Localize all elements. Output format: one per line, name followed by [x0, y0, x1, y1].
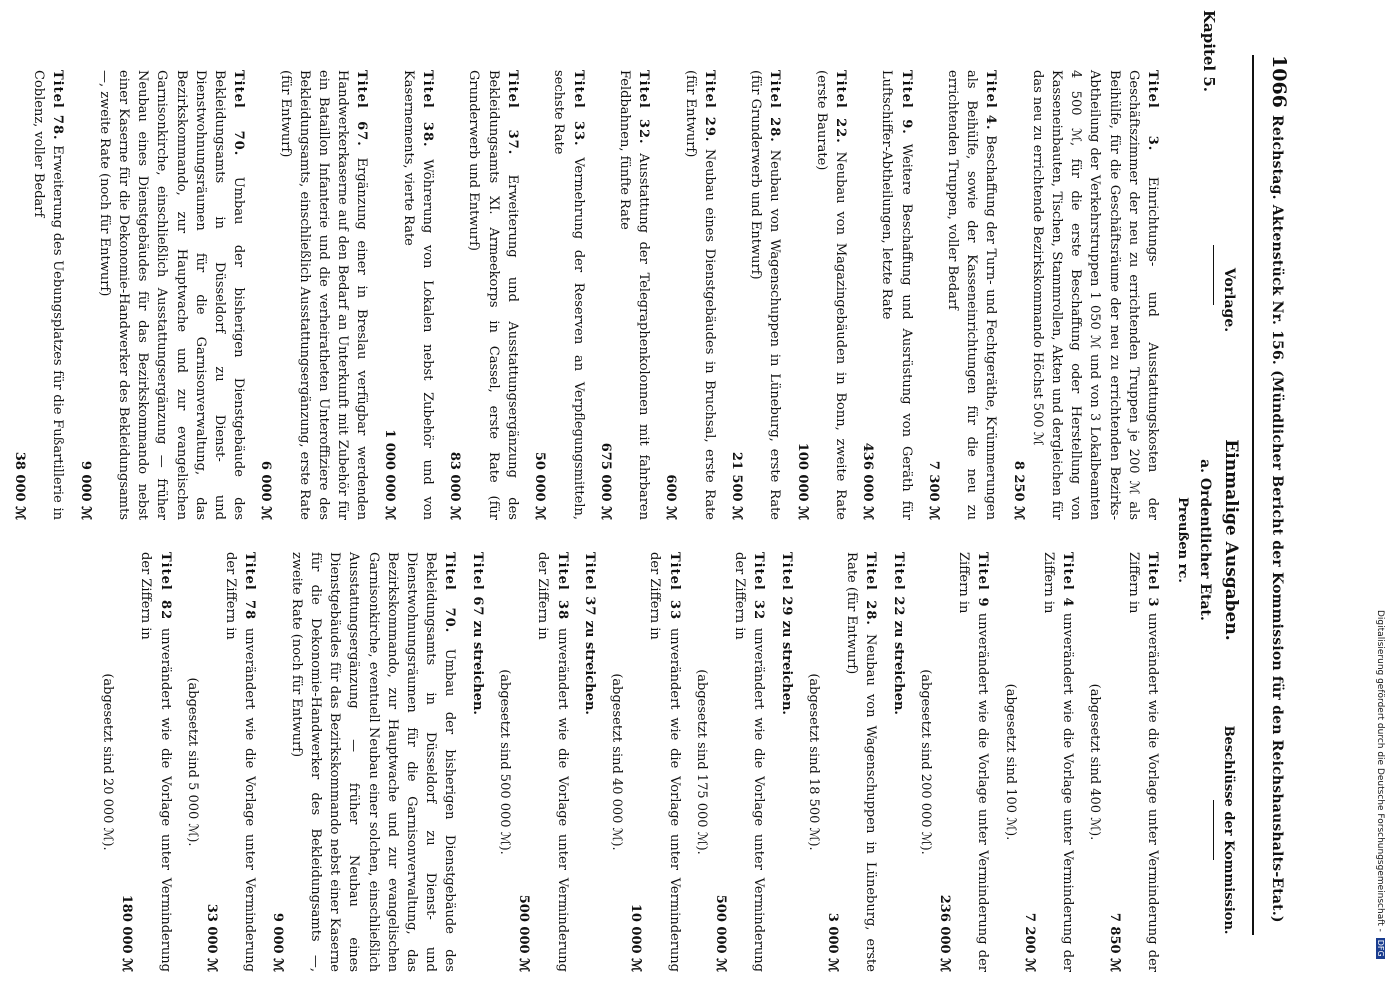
right-item: [804, 552, 881, 972]
right-item-amount: 7 850 ℳ: [1106, 912, 1122, 972]
left-item-text: [29, 70, 67, 520]
right-item: [1000, 552, 1077, 972]
right-item-body: Umbau der bisherigen Dienstgebäude des Bekleidungsamts in Düsseldorf zu Dienst- und Dienstwohnungsräumen für die Garnisonverwaltung, das Bezirkskommando, zur Hauptwache und zur evangelischen Garnisonkirche, eventuell Neubau einer solchen, einschließlich Ausstattungsergänzung — früher Neubau eines Dienstgebäudes für das Bezirkskommando nebst einer Kaserne für die Dekonomie-Handwerker des Bekleidungsamts —, zweite Rate (noch für Entwurf): [288, 552, 458, 972]
right-item-body: unverändert wie die Vorlage unter Verminderung der Ziffern in: [1125, 552, 1160, 972]
right-item-text: [580, 552, 599, 972]
right-item-body: zu streichen.: [469, 620, 485, 715]
right-item-titel: Titel 70.: [442, 552, 458, 634]
right-item-titel: Titel 4: [1060, 552, 1076, 608]
right-item-amount: 7 200 ℳ: [1021, 912, 1037, 972]
right-item: [468, 552, 487, 972]
left-item-titel: Titel 9.: [898, 70, 914, 135]
left-item-titel: Titel 32.: [636, 70, 652, 145]
left-item-body: Weitere Beschaffung und Ausrüstung von Geräth für Luftschiffer-Abtheilungen, letzte Rate: [879, 70, 914, 520]
right-item-note: (abgesetzt sind 20 000 ℳ).: [100, 673, 116, 851]
right-item-titel: Titel 9: [975, 552, 991, 608]
right-item-text: [136, 552, 174, 972]
left-item-body: Wöhrerung von Lokalen nebst Zubehör und von Kasernements, vierte Rate: [400, 70, 436, 520]
left-item-amount: 100 000 ℳ: [794, 442, 810, 520]
dfg-logo: DFG: [1376, 939, 1385, 957]
left-item-text: [399, 70, 437, 520]
right-item-titel: Titel 37: [581, 552, 597, 617]
left-item-text: [746, 70, 784, 520]
right-item: [495, 552, 572, 972]
left-item-titel: Titel 37.: [504, 70, 520, 156]
left-item: [924, 70, 1001, 520]
left-item-body: Neubau eines Dienstgebäudes in Bruchsal, erste Rate (für Entwurf): [682, 70, 717, 520]
left-item-titel: Titel 38.: [420, 70, 436, 148]
right-item-text: [730, 552, 768, 972]
left-item-titel: Titel 29.: [701, 70, 717, 143]
right-item-titel: Titel 67: [469, 552, 485, 617]
page-number: 1066: [1268, 55, 1290, 108]
right-item-titel: Titel 29: [778, 552, 794, 617]
left-item-amount: 38 000 ℳ: [12, 451, 28, 520]
left-item: [445, 70, 522, 520]
right-item-body: zu streichen.: [890, 620, 906, 715]
right-item-titel: Titel 33: [666, 552, 682, 621]
left-item-amount: 8 250 ℳ: [1010, 460, 1026, 520]
right-item-body: zu streichen.: [581, 620, 597, 715]
right-item-text: [776, 552, 795, 972]
left-item-text: [464, 70, 522, 520]
right-item-titel: Titel 3: [1145, 552, 1160, 608]
right-column-heading: Beschlüsse der Kommission.: [1221, 725, 1236, 935]
right-item-amount: 33 000 ℳ: [204, 903, 220, 972]
left-column-heading: Vorlage.: [1221, 267, 1237, 333]
right-item-amount: 180 000 ℳ: [119, 894, 135, 972]
left-heading-rule: [1213, 245, 1214, 305]
left-column-items: [0, 70, 1162, 520]
left-item-text: [275, 70, 371, 520]
page-header-title: Reichstag. Aktenstück Nr. 156. (Mündlicher Bericht der Kommission für den Reichshaushalts-Etat.): [1269, 115, 1285, 923]
left-item-amount: 50 000 ℳ: [532, 451, 548, 520]
left-item: [75, 70, 248, 520]
header-rule: [1252, 55, 1254, 935]
right-item-titel: Titel 22: [890, 552, 906, 617]
right-item-titel: Titel 32: [751, 552, 767, 621]
left-item-text: [943, 70, 1001, 520]
left-item: [596, 70, 654, 520]
right-item: [98, 552, 175, 972]
left-item-titel: Titel 3.: [1145, 70, 1160, 152]
right-item-note: (abgesetzt sind 200 000 ℳ).: [917, 669, 933, 855]
right-item-titel: Titel 78: [242, 552, 258, 621]
left-item: [530, 70, 588, 520]
left-item-body: Erweiterung des Uebungsplatzes für die Fußartillerie in Coblenz, voller Bedarf: [31, 70, 66, 520]
right-item-body: zu streichen.: [778, 620, 794, 715]
left-item-titel: Titel 22.: [832, 70, 848, 144]
right-heading-rule: [1213, 800, 1214, 860]
section-title: Einmalige Ausgaben.: [1221, 439, 1241, 641]
left-item-body: Umbau der bisherigen Dienstgebäude des Bekleidungsamts in Düsseldorf zu Dienst- und Dienstwohnungsräumen für die Garnisonverwaltung, das Bezirkskommando, zur Hauptwache und zur evangelischen Garnisonkirche, einschließlich Ausstattungsergänzung — früher Neubau eines Dienstgebäudes für das Bezirkskommando nebst einer Kaserne für die Dekonomie-Handwerker des Bekleidungsamts —, zweite Rate (noch für Entwurf): [96, 70, 247, 520]
section-subtitle: a. Ordentlicher Etat.: [1197, 459, 1213, 621]
right-item-text: [1039, 552, 1077, 972]
left-item-amount: 6 000 ℳ: [258, 460, 274, 520]
left-item-titel: Titel 78.: [50, 70, 66, 141]
state-heading: Preußen rc.: [1175, 497, 1190, 583]
left-item-text: [549, 70, 587, 520]
right-item-text: [533, 552, 571, 972]
left-item-amount: 675 000 ℳ: [597, 442, 613, 520]
left-item: [792, 70, 850, 520]
right-item-text: [954, 552, 992, 972]
left-item-amount: 9 000 ℳ: [77, 460, 93, 520]
right-item-body: unverändert wie die Vorlage unter Verminderung der Ziffern in: [535, 552, 570, 972]
left-item-titel: Titel 70.: [231, 70, 247, 157]
kapitel-label: Kapitel 5.: [1200, 10, 1218, 92]
left-item-amount: 21 500 ℳ: [728, 451, 744, 520]
right-item-body: Neubau von Wagenschuppen in Lüneburg, erste Rate (für Entwurf): [844, 552, 879, 972]
right-item-body: unverändert wie die Vorlage unter Verminderung der Ziffern in: [956, 552, 991, 972]
left-item: [661, 70, 719, 520]
left-item-titel: Titel 33.: [570, 70, 586, 147]
footer-credit: [1375, 610, 1385, 959]
left-item-text: [0, 70, 2, 520]
left-item-body: Ergänzung einer in Breslau verfügbar werdenden Handwerkerkaserne auf den Bedarf an Unterkunft mit Zubehör für ein Bataillon Infanterie und die verheiratheten Unteroffiziere des Bekleidungsamts, einschließlich Ausstattungsergänzung, erste Rate (für Entwurf): [277, 70, 370, 520]
left-item-text: [95, 70, 249, 520]
right-item-text: [842, 552, 880, 972]
left-item: [727, 70, 785, 520]
left-item-body: Ausstattung der Telegraphenkolonnen mit fahrbaren Feldbahnen, fünfte Rate: [616, 70, 652, 520]
right-item-note: (abgesetzt sind 500 000 ℳ).: [496, 669, 512, 855]
right-item-titel: Titel 28.: [863, 552, 879, 626]
right-item-amount: 236 000 ℳ: [936, 894, 952, 972]
left-item-body: Vermehrung der Reserven an Verpflegungsmitteln, sechste Rate: [551, 70, 586, 520]
right-item: [1085, 552, 1162, 972]
left-item-amount: 1 000 000 ℳ: [381, 429, 397, 520]
right-item-amount: 9 000 ℳ: [269, 912, 285, 972]
right-column-items: [90, 552, 1162, 972]
right-item: [888, 552, 907, 972]
left-item-titel: Titel 28.: [767, 70, 783, 143]
left-item: [379, 70, 437, 520]
right-item-note: (abgesetzt sind 5 000 ℳ).: [184, 677, 200, 847]
right-item-text: [287, 552, 460, 972]
right-item-titel: Titel 82: [157, 552, 173, 621]
left-item-text: [1028, 70, 1162, 520]
right-item-body: unverändert wie die Vorlage unter Verminderung der Ziffern in: [223, 552, 258, 972]
right-item: [916, 552, 993, 972]
right-item-note: (abgesetzt sind 18 500 ℳ).: [805, 673, 821, 851]
left-item: [1008, 70, 1162, 520]
right-item-note: (abgesetzt sind 40 000 ℳ).: [608, 673, 624, 851]
right-item-text: [1124, 552, 1162, 972]
left-item-body: Neubau von Magazingebäuden in Bonn, zweite Rate (erste Baurate): [813, 70, 848, 520]
right-item-text: [888, 552, 907, 972]
right-item-amount: 500 000 ℳ: [516, 894, 532, 972]
left-item-amount: 7 300 ℳ: [925, 460, 941, 520]
right-item-amount: 10 000 ℳ: [628, 903, 644, 972]
right-item-titel: Titel 38: [554, 552, 570, 621]
left-item-body: Einrichtungs- und Ausstattungskosten der Geschäftszimmer der neu zu errichtenden Truppen je 200 ℳ als Beihülfe, für die Geschäftsräume der neu zu errichtenden Bezirks-Abtheilung der Verkehrstruppen 1 050 ℳ und von 3 Lokalbeamten 4 500 ℳ, für die erste Beschaffung oder Herstellung von Kasseneinbauten, Tischen, Stammrollen, Akten und dergleichen für das neu zu errichtende Bezirkskommando Höchst 500 ℳ: [1029, 70, 1160, 520]
right-item: [776, 552, 795, 972]
right-item-text: [645, 552, 683, 972]
left-item: [10, 70, 68, 520]
left-item-amount: 436 000 ℳ: [860, 442, 876, 520]
right-item-body: unverändert wie die Vorlage unter Verminderung der Ziffern in: [732, 552, 767, 972]
left-item-text: [680, 70, 718, 520]
left-item-text: [615, 70, 653, 520]
right-item-body: unverändert wie die Vorlage unter Verminderung der Ziffern in: [647, 552, 682, 972]
left-item-titel: Titel 4.: [983, 70, 999, 131]
right-item-note: (abgesetzt sind 175 000 ℳ).: [693, 669, 709, 855]
right-item: [607, 552, 684, 972]
right-item: [183, 552, 260, 972]
right-item: [580, 552, 599, 972]
left-item-body: Neubau von Wagenschuppen in Lüneburg, erste Rate (für Grunderwerb und Entwurf): [748, 70, 783, 520]
right-item-text: [221, 552, 259, 972]
right-item-amount: 3 000 ℳ: [824, 912, 840, 972]
left-item-body: Erweiterung und Ausstattungsergänzung des Bekleidungsamts XI. Armeekorps in Cassel, erste Rate (für Grunderwerb und Entwurf): [466, 70, 520, 520]
left-item-amount: 83 000 ℳ: [447, 451, 463, 520]
footer-text: Digitalisierung gefördert durch die Deutsche Forschungsgemeinschaft -: [1375, 610, 1385, 932]
left-item-amount: 600 ℳ: [663, 474, 679, 520]
left-item: [858, 70, 916, 520]
left-item-text: [812, 70, 850, 520]
right-item-note: (abgesetzt sind 100 ℳ).: [1002, 683, 1018, 841]
left-item-body: Beschaffung der Turn- und Fechtgeräthe, Krümmerungen als Beihülfe, sowie der Kasseneinrichtungen für die neu zu errichtenden Truppen, voller Bedarf: [944, 70, 999, 520]
right-item-note: (abgesetzt sind 400 ℳ).: [1087, 683, 1103, 841]
right-item: [267, 552, 459, 972]
right-item-body: unverändert wie die Vorlage unter Verminderung der Ziffern in: [138, 552, 173, 972]
right-item-body: unverändert wie die Vorlage unter Verminderung der Ziffern in: [1040, 552, 1076, 972]
left-item-titel: Titel 67.: [354, 70, 370, 147]
right-item: [692, 552, 769, 972]
right-item-amount: 500 000 ℳ: [712, 894, 728, 972]
right-item-text: [468, 552, 487, 972]
left-item: [0, 70, 2, 520]
left-item: [256, 70, 371, 520]
left-item-text: [877, 70, 915, 520]
